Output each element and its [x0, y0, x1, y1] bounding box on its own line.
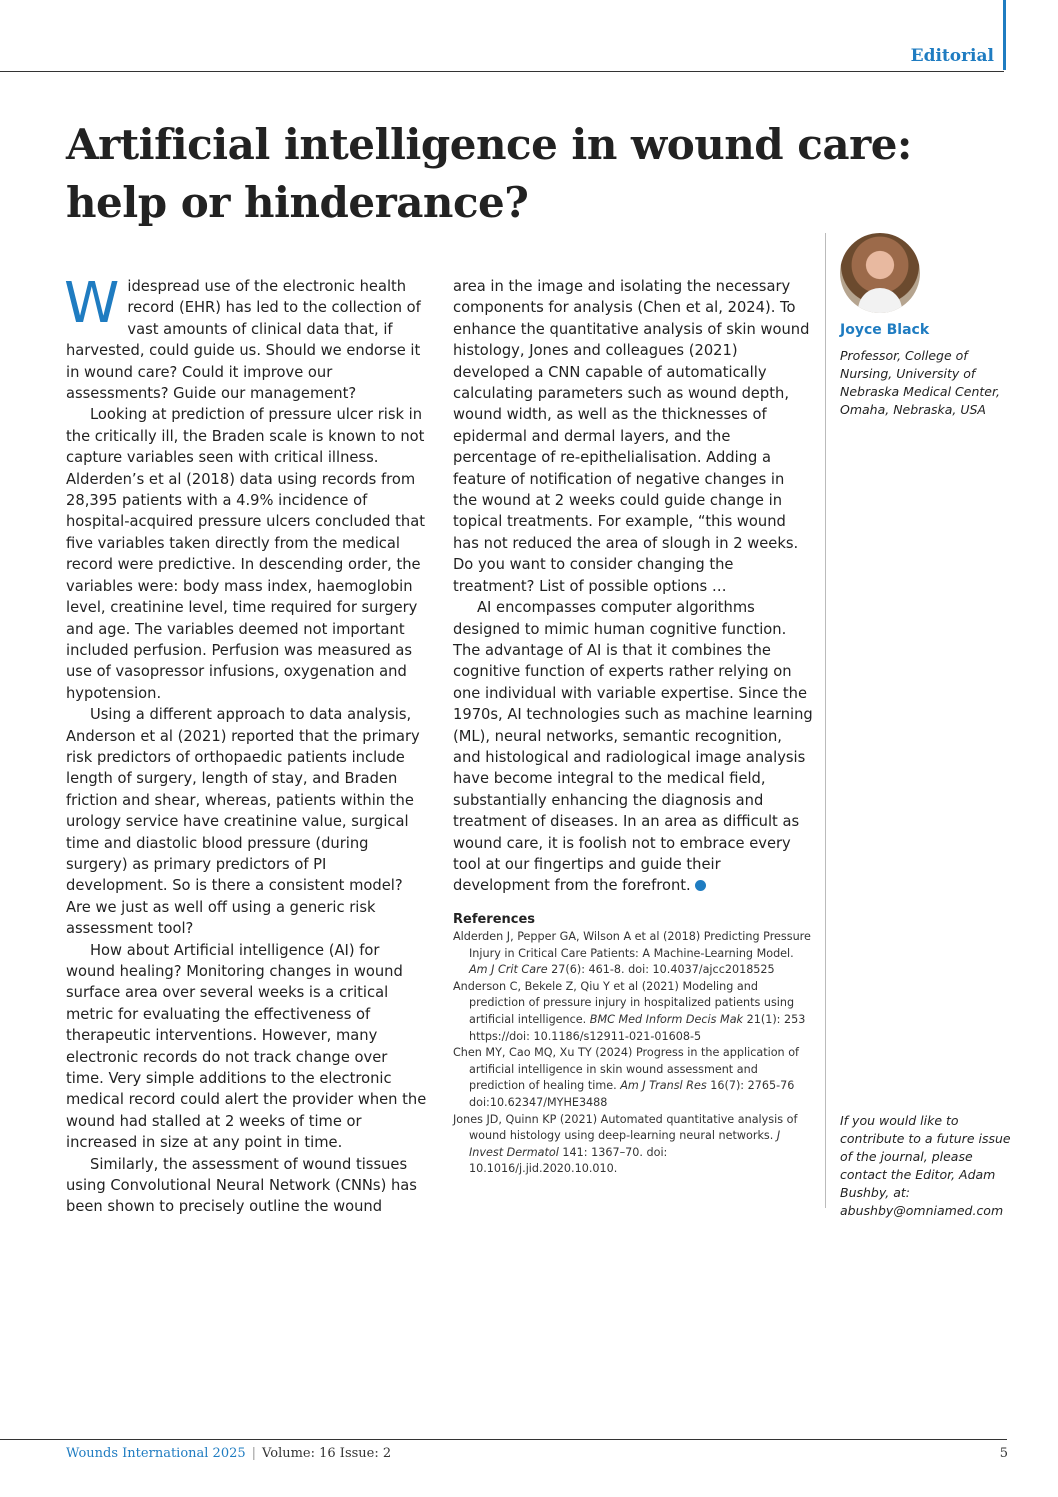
footer-separator: |	[251, 1446, 257, 1461]
header-rule	[0, 71, 1004, 72]
reference-item: Jones JD, Quinn KP (2021) Automated quantitative analysis of wound histology using deep-learning neural networks. J Invest Dermatol 141: 1367–70. doi: 10.1016/j.jid.2020.10.010.	[453, 1112, 798, 1176]
paragraph-text: AI encompasses computer algorithms designed to mimic human cognitive function. The advantage of AI is that it combines the cognitive function of experts rather relying on one individual with variable expertise. Since the 1970s, AI technologies such as machine learning (ML), neural networks, semantic recognition, and histological and radiological image analysis have become integral to the medical field, substantially enhancing the diagnosis and treatment of diseases. In an area as difficult as wound care, it is foolish not to embrace every tool at our fingertips and guide their development from the forefront.	[453, 599, 813, 895]
footer-issue: Volume: 16 Issue: 2	[262, 1446, 392, 1461]
footer	[66, 1446, 391, 1461]
drop-cap: W	[64, 271, 120, 336]
author-avatar	[840, 233, 920, 313]
paragraph-text: idespread use of the electronic health record (EHR) has led to the collection of vast amounts of clinical data that, if harvested, could guide us. Should we endorse it in wound care? Could it improve our assessments? Guide our management?	[66, 278, 421, 403]
header-accent-bar	[1003, 0, 1006, 70]
references	[453, 912, 813, 1178]
reference-item: Anderson C, Bekele Z, Qiu Y et al (2021) Modeling and prediction of pressure injury in hospitalized patients using artificial intelligence. BMC Med Inform Decis Mak 21(1): 253 https://doi: 10.1186/s12911-021-01608-5	[453, 979, 806, 1043]
paragraph	[453, 597, 813, 897]
reference-item: Chen MY, Cao MQ, Xu TY (2024) Progress in the application of artificial intelligence in skin wound assessment and prediction of healing time. Am J Transl Res 16(7): 2765-76 doi:10.62347/MYHE3488	[453, 1046, 799, 1109]
article-title: Artificial intelligence in wound care: help or hinderance?	[66, 120, 912, 227]
paragraph: How about Artificial intelligence (AI) for wound healing? Monitoring changes in wound surface area over several weeks is a critical metric for evaluating the effectiveness of therapeutic interventions. However, many electronic records do not track change over time. Very simple additions to the electronic medical record could alert the provider when the wound had stalled at 2 weeks of time or increased in size at any point in time.	[66, 941, 427, 1152]
body-column-2	[453, 276, 813, 897]
author-affiliation: Professor, College of Nursing, University of Nebraska Medical Center, Omaha, Nebraska, USA	[840, 348, 1000, 417]
paragraph: Looking at prediction of pressure ulcer risk in the critically ill, the Braden scale is known to not capture variables seen with critical illness. Alderden’s et al (2018) data using records from 28,395 patients with a 4.9% incidence of hospital-acquired pressure ulcers concluded that five variables taken directly from the medical record were predictive. In descending order, the variables were: body mass index, haemoglobin level, creatinine level, time required for surgery and age. The variables deemed not important included perfusion. Perfusion was measured as use of vasopressor infusions, oxygenation and hypotension.	[66, 406, 426, 702]
reference-item: Alderden J, Pepper GA, Wilson A et al (2018) Predicting Pressure Injury in Critical Care Patients: A Machine-Learning Model. Am J Crit Care 27(6): 461-8. doi: 10.4037/ajcc2018525	[453, 930, 811, 977]
paragraph: Similarly, the assessment of wound tissues using Convolutional Neural Network (CNNs) has been shown to precisely outline the wound	[66, 1155, 417, 1216]
body-column-1	[64, 271, 428, 1218]
section-label: Editorial	[910, 46, 994, 66]
page-number: 5	[999, 1446, 1008, 1461]
contribute-note: If you would like to contribute to a future issue of the journal, please contact the Editor, Adam Bushby, at: abushby@omniamed.com	[840, 1113, 1011, 1218]
references-heading: References	[453, 912, 536, 927]
paragraph: area in the image and isolating the necessary components for analysis (Chen et al, 2024). To enhance the quantitative analysis of skin wound histology, Jones and colleagues (2021) developed a CNN capable of automatically calculating parameters such as wound depth, wound width, as well as the thicknesses of epidermal and dermal layers, and the percentage of re-epithelialisation. Adding a feature of notification of negative changes in the wound at 2 weeks could guide change in topical treatments. For example, “this wound has not reduced the area of slough in 2 weeks. Do you want to consider changing the treatment? List of possible options …	[453, 278, 810, 595]
sidebar-divider	[825, 233, 826, 1208]
paragraph: Using a different approach to data analysis, Anderson et al (2021) reported that the primary risk predictors of orthopaedic patients include length of surgery, length of stay, and Braden friction and shear, whereas, patients within the urology service have creatinine value, surgical time and diastolic blood pressure (during surgery) as primary predictors of PI development. So is there a consistent model? Are we just as well off using a generic risk assessment tool?	[66, 706, 420, 938]
footer-journal: Wounds International 2025	[66, 1446, 246, 1461]
author-name: Joyce Black	[840, 322, 930, 338]
paragraph	[64, 271, 428, 404]
footer-rule	[0, 1439, 1007, 1440]
end-mark-icon	[695, 880, 706, 891]
